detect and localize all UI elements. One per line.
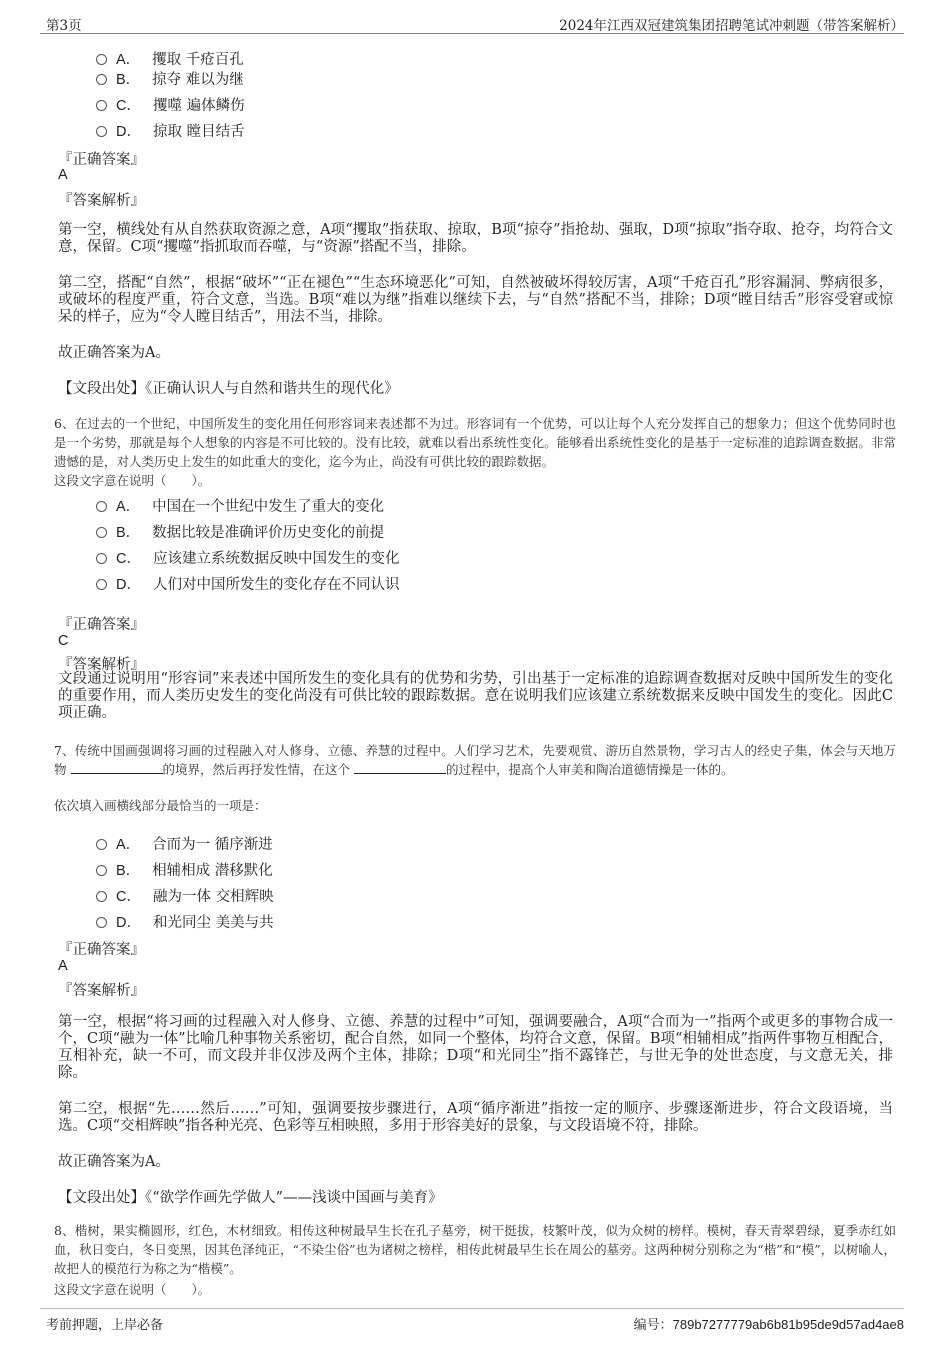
q6-option-b[interactable]: B． 数据比较是准确评价历史变化的前提 bbox=[96, 521, 384, 542]
q7-option-c[interactable]: C． 融为一体 交相辉映 bbox=[96, 885, 274, 906]
q7-answer-label: 『正确答案』 bbox=[58, 942, 145, 958]
radio-icon[interactable] bbox=[96, 100, 107, 111]
q6-stem: 6、在过去的一个世纪，中国所发生的变化用任何形容词来表述都不为过。形容词有一个优势，可以让每个人充分发挥自己的想象力；但这个优势同时也是一个劣势，那就是每个人想象的内容是不可比较的。没有比较，就难以看出系统性变化。能够看出系统性变化的是基于一定标准的追踪调查数据。非常遗憾的是，对人类历史上发生的如此重大的变化，迄今为止，尚没有可供比较的跟踪数据。 bbox=[54, 416, 896, 469]
q5-answer-label: 『正确答案』 bbox=[58, 152, 145, 168]
q7-analysis-p1: 第一空，根据“将习画的过程融入对人修身、立德、养慧的过程中”可知，强调要融合，A项“合而为一”指两个或更多的事物合成一个，C项“融为一体”比喻几种事物关系密切，配合自然，如同一个整体，均符合文意，保留。B项“相辅相成”指两件事物互相配合，互相补充，缺一不可，而文段并非仅涉及两个主体，排除；D项“和光同尘”指不露锋芒，与世无争的处世态度，与文意无关，排除。 bbox=[58, 1014, 893, 1081]
q7-analysis-p2: 第二空，根据“先……然后……”可知，强调要按步骤进行，A项“循序渐进”指按一定的顺序、步骤逐渐进步，符合文段语境，当选。C项“交相辉映”指各种光亮、色彩等互相映照，多用于形容美好的景象，与文段语境不符，排除。 bbox=[58, 1101, 893, 1134]
radio-icon[interactable] bbox=[96, 865, 107, 876]
q7-question: 依次填入画横线部分最恰当的一项是： bbox=[54, 798, 267, 813]
page-header bbox=[40, 0, 904, 34]
radio-icon[interactable] bbox=[96, 839, 107, 850]
q5-source: 【文段出处】《正确认识人与自然和谐共生的现代化》 bbox=[58, 381, 399, 397]
q6-analysis: 文段通过说明用“形容词”来表述中国所发生的变化具有的优势和劣势，引出基于一定标准的追踪调查数据对反映中国所发生的变化的重要作用，而人类历史发生的变化尚没有可供比较的跟踪数据。意在说明我们应该建立系统数据来反映中国发生的变化。因此C项正确。 bbox=[58, 671, 893, 721]
q7-option-a[interactable]: A． 合而为一 循序渐进 bbox=[96, 833, 273, 854]
q5-analysis-p1: 第一空，横线处有从自然获取资源之意，A项“攫取”指获取、掠取，B项“掠夺”指抢劫、强取，D项“掠取”指夺取、抢夺，均符合文意，保留。C项“攫噬”指抓取而吞噬，与“资源”搭配不当，排除。 bbox=[58, 222, 893, 255]
q6-question: 这段文字意在说明（ ）。 bbox=[54, 473, 211, 488]
q5-option-b[interactable]: B． 掠夺 难以为继 bbox=[96, 68, 244, 89]
q6-analysis-label: 『答案解析』 bbox=[58, 657, 145, 673]
document-code: 编号：789b7277779ab6b81b95de9d57ad4ae8 bbox=[633, 1317, 904, 1333]
radio-icon[interactable] bbox=[96, 579, 107, 590]
q5-answer: A bbox=[58, 167, 68, 183]
q7-source: 【文段出处】《“欲学作画先学做人”——浅谈中国画与美育》 bbox=[58, 1190, 443, 1206]
q5-analysis-p2: 第二空，搭配“自然”，根据“破坏”“正在褪色”“生态环境恶化”可知，自然被破坏得较厉害，A项“千疮百孔”形容漏洞、弊病很多，或破坏的程度严重，符合文意，当选。B项“难以为继”指难以继续下去，与“自然”搭配不当，排除；D项“瞠目结舌”形容受窘或惊呆的样子，应为“令人瞠目结舌”，用法不当，排除。 bbox=[58, 275, 893, 325]
radio-icon[interactable] bbox=[96, 74, 107, 85]
q5-option-c[interactable]: C． 攫噬 遍体鳞伤 bbox=[96, 94, 245, 115]
q6-answer-label: 『正确答案』 bbox=[58, 617, 145, 633]
q6-answer: C bbox=[58, 633, 69, 649]
q5-conclusion: 故正确答案为A。 bbox=[58, 345, 170, 361]
blank-2 bbox=[354, 762, 446, 774]
q7-analysis-label: 『答案解析』 bbox=[58, 983, 145, 999]
radio-icon[interactable] bbox=[96, 501, 107, 512]
radio-icon[interactable] bbox=[96, 527, 107, 538]
document-title: 2024年江西双冠建筑集团招聘笔试冲刺题（带答案解析） bbox=[559, 18, 904, 34]
q7-stem: 7、传统中国画强调将习画的过程融入对人修身、立德、养慧的过程中。人们学习艺术，先要观赏、游历自然景物，学习古人的经史子集，体会与天地万物 的境界，然后再抒发性情，在这个 的过程中，提高个人审美和陶冶道德情操是一体的。 bbox=[54, 743, 896, 777]
page-footer bbox=[40, 1308, 904, 1333]
radio-icon[interactable] bbox=[96, 917, 107, 928]
radio-icon[interactable] bbox=[96, 54, 107, 65]
footer-slogan: 考前押题，上岸必备 bbox=[46, 1318, 164, 1333]
q8-question: 这段文字意在说明（ ）。 bbox=[54, 1282, 211, 1297]
page-number: 第3页 bbox=[46, 18, 82, 34]
q5-analysis-label: 『答案解析』 bbox=[58, 193, 145, 209]
q6-option-d[interactable]: D． 人们对中国所发生的变化存在不同认识 bbox=[96, 573, 399, 594]
radio-icon[interactable] bbox=[96, 891, 107, 902]
radio-icon[interactable] bbox=[96, 553, 107, 564]
q7-conclusion: 故正确答案为A。 bbox=[58, 1154, 170, 1170]
q5-option-d[interactable]: D． 掠取 瞠目结舌 bbox=[96, 120, 245, 141]
q7-option-b[interactable]: B． 相辅相成 潜移默化 bbox=[96, 859, 273, 880]
q7-option-d[interactable]: D． 和光同尘 美美与共 bbox=[96, 911, 274, 932]
radio-icon[interactable] bbox=[96, 126, 107, 137]
q6-option-a[interactable]: A． 中国在一个世纪中发生了重大的变化 bbox=[96, 495, 384, 516]
blank-1 bbox=[71, 762, 163, 774]
q8-stem: 8、楷树，果实椭圆形，红色，木材细致。相传这种树最早生长在孔子墓旁，树干挺拔，枝繁叶茂，似为众树的榜样。模树，春天青翠碧绿，夏季赤红如血，秋日变白，冬日变黑，因其色泽纯正，“不染尘俗”也为诸树之榜样，相传此树最早生长在周公的墓旁。这两种树分别称之为“楷”和“模”，以树喻人，故把人的模范行为称之为“楷模”。 bbox=[54, 1223, 896, 1276]
q7-answer: A bbox=[58, 958, 68, 974]
q5-option-a[interactable]: A． 攫取 千疮百孔 bbox=[96, 48, 244, 69]
q6-option-c[interactable]: C． 应该建立系统数据反映中国发生的变化 bbox=[96, 547, 399, 568]
